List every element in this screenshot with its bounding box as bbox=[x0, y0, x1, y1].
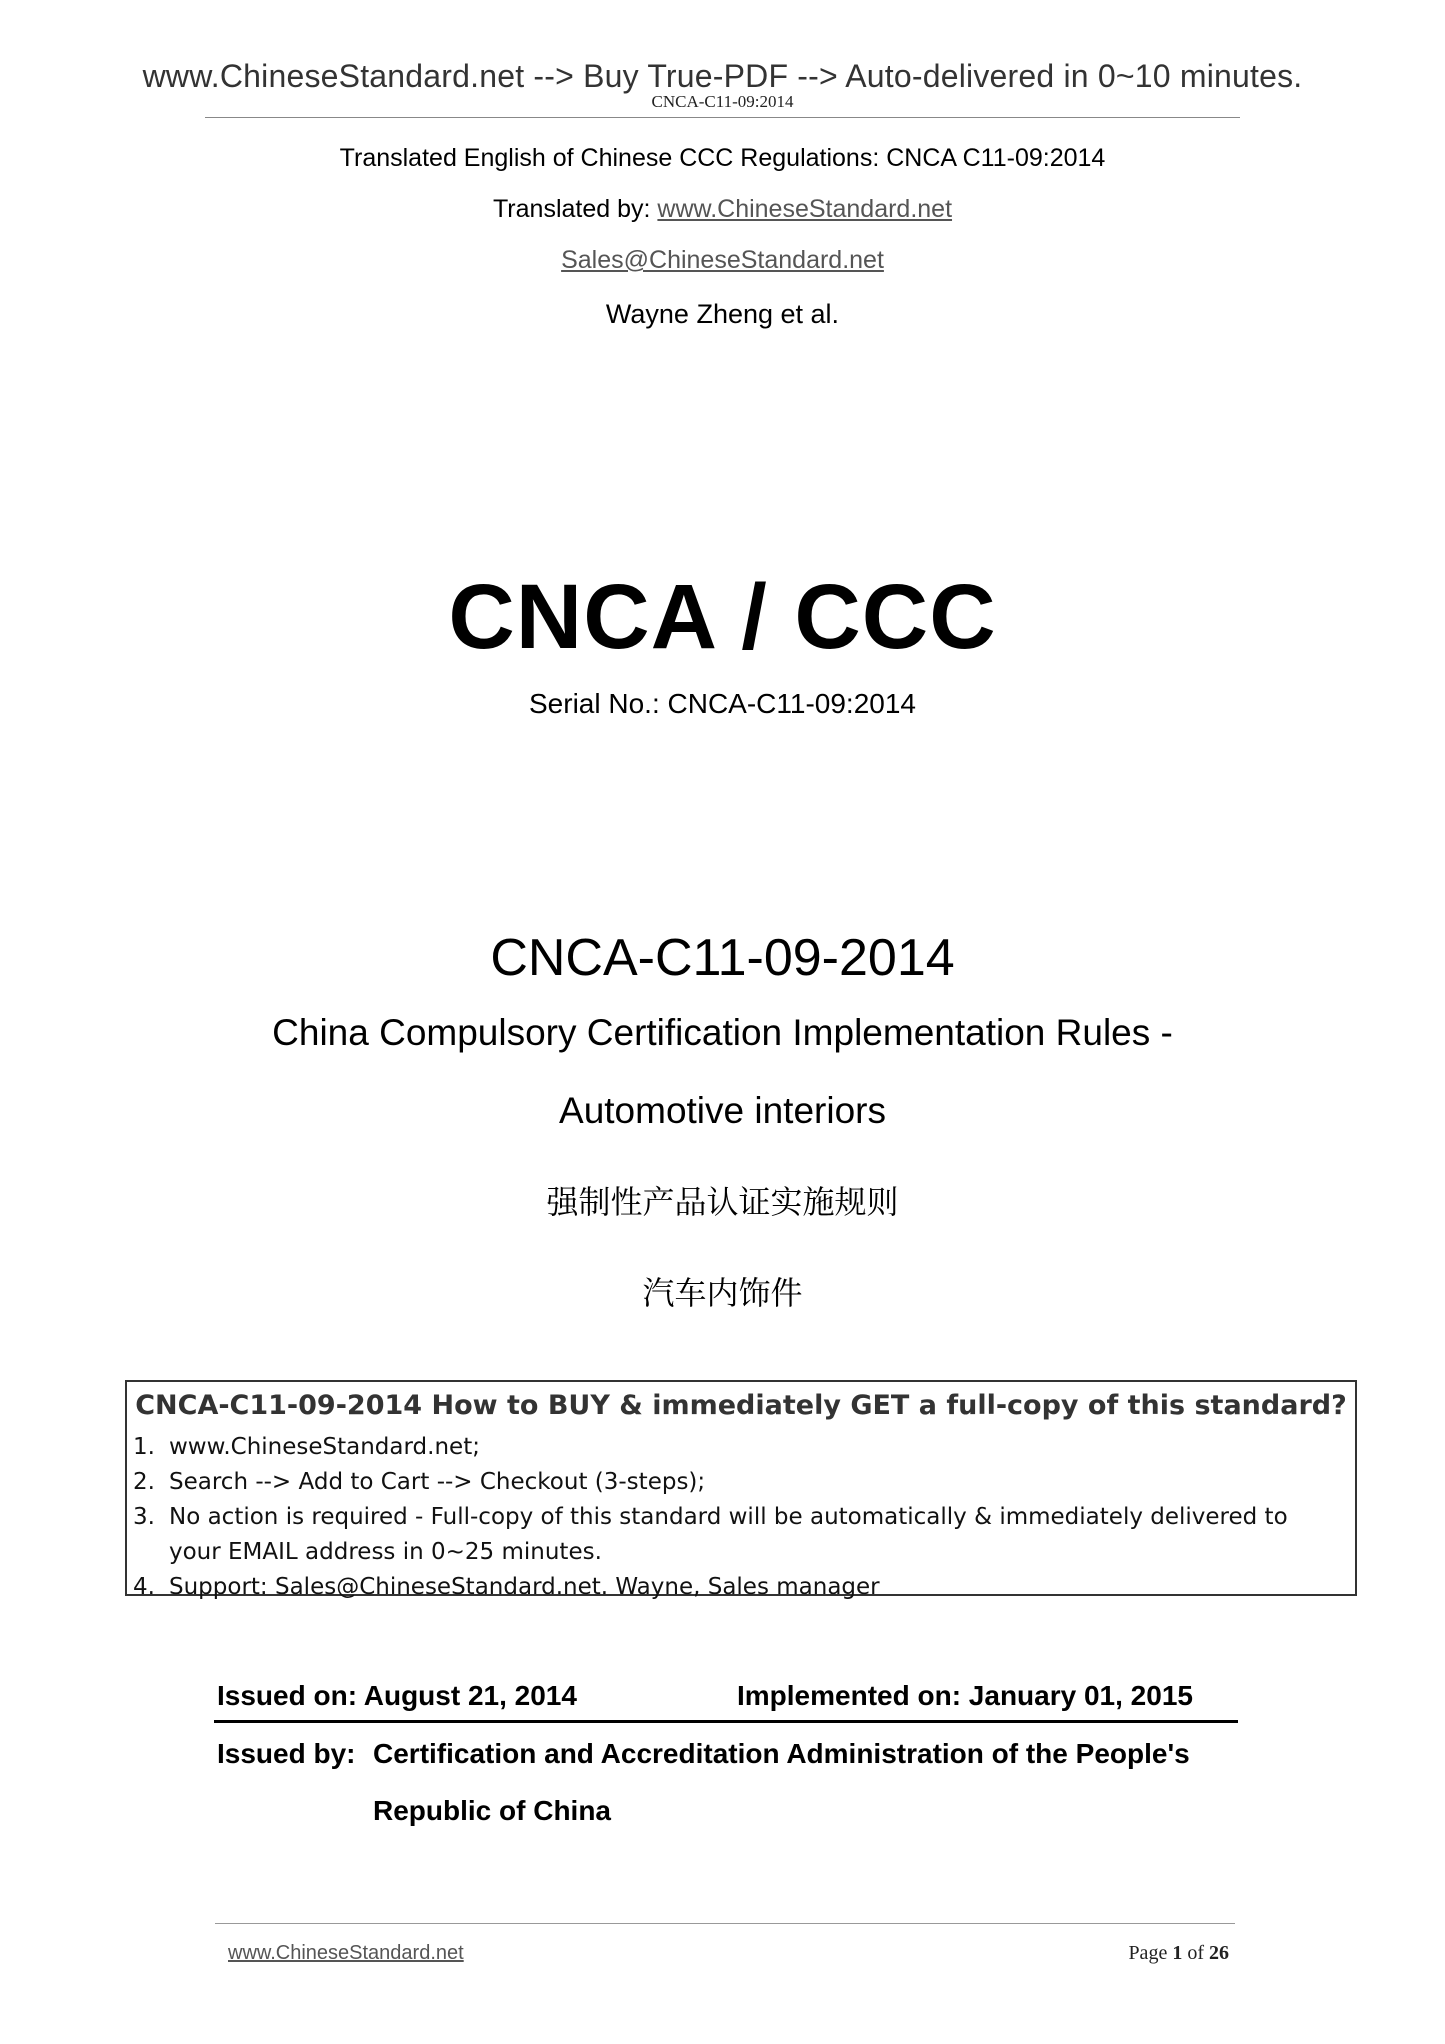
translated-by-label: Translated by: bbox=[492, 195, 658, 223]
purchase-steps-list bbox=[133, 1430, 1345, 1605]
issued-by-value: Certification and Accreditation Administration of the People's Republic of China bbox=[373, 1738, 1190, 1826]
purchase-step bbox=[133, 1500, 1345, 1570]
page-total: 26 bbox=[1209, 1942, 1229, 1964]
purchase-step bbox=[133, 1465, 1345, 1500]
purchase-step bbox=[133, 1570, 1345, 1605]
sales-email-line bbox=[0, 246, 1445, 275]
issued-on: Issued on: August 21, 2014 bbox=[217, 1680, 577, 1711]
translation-title: Translated English of Chinese CCC Regulations: CNCA C11-09:2014 bbox=[339, 144, 1106, 172]
purchase-info-box bbox=[125, 1380, 1357, 1600]
footer-divider bbox=[215, 1923, 1235, 1924]
serial-number: Serial No.: CNCA-C11-09:2014 bbox=[529, 688, 916, 719]
page-label: Page bbox=[1128, 1942, 1173, 1964]
step-text: Support: Sales@ChineseStandard.net. Wayne, Sales manager bbox=[169, 1574, 880, 1600]
purchase-box-title: CNCA-C11-09-2014 How to BUY & immediately GET a full-copy of this standard? bbox=[135, 1390, 1347, 1421]
standard-title-en-line2: Automotive interiors bbox=[559, 1090, 886, 1131]
implemented-on: Implemented on: January 01, 2015 bbox=[737, 1680, 1193, 1711]
translated-by-line bbox=[0, 195, 1445, 224]
issue-divider bbox=[214, 1720, 1238, 1723]
author-line: Wayne Zheng et al. bbox=[605, 299, 840, 329]
step-number: 4. bbox=[133, 1574, 155, 1600]
page-current: 1 bbox=[1172, 1942, 1183, 1964]
issued-by-label: Issued by: bbox=[217, 1738, 356, 1769]
step-text: Search --> Add to Cart --> Checkout (3-steps); bbox=[169, 1469, 706, 1495]
step-text: No action is required - Full-copy of this standard will be automatically & immediately delivered to your EMAIL address in 0~25 minutes. bbox=[169, 1504, 1288, 1565]
standard-title-zh-line2: 汽车内饰件 bbox=[642, 1274, 803, 1312]
page-of: of bbox=[1182, 1942, 1209, 1964]
standard-title-zh-line1: 强制性产品认证实施规则 bbox=[546, 1183, 899, 1221]
step-number: 1. bbox=[133, 1434, 155, 1460]
header-divider bbox=[205, 117, 1240, 118]
step-number: 2. bbox=[133, 1469, 155, 1495]
standard-code: CNCA-C11-09-2014 bbox=[490, 929, 955, 987]
page-number bbox=[1128, 1942, 1229, 1965]
step-number: 3. bbox=[133, 1504, 155, 1530]
footer-site-text[interactable]: www.ChineseStandard.net bbox=[228, 1942, 464, 1964]
top-banner: www.ChineseStandard.net --> Buy True-PDF --> Auto-delivered in 0~10 minutes. bbox=[142, 58, 1303, 94]
footer-site-link[interactable] bbox=[228, 1942, 464, 1965]
translated-by-link[interactable]: www.ChineseStandard.net bbox=[657, 195, 953, 223]
sales-email-link[interactable]: Sales@ChineseStandard.net bbox=[561, 246, 884, 274]
standard-title-en-line1: China Compulsory Certification Implementation Rules - bbox=[272, 1012, 1173, 1053]
main-title: CNCA / CCC bbox=[448, 566, 997, 668]
header-serial: CNCA-C11-09:2014 bbox=[651, 92, 794, 111]
step-text: www.ChineseStandard.net; bbox=[169, 1434, 480, 1460]
purchase-step bbox=[133, 1430, 1345, 1465]
